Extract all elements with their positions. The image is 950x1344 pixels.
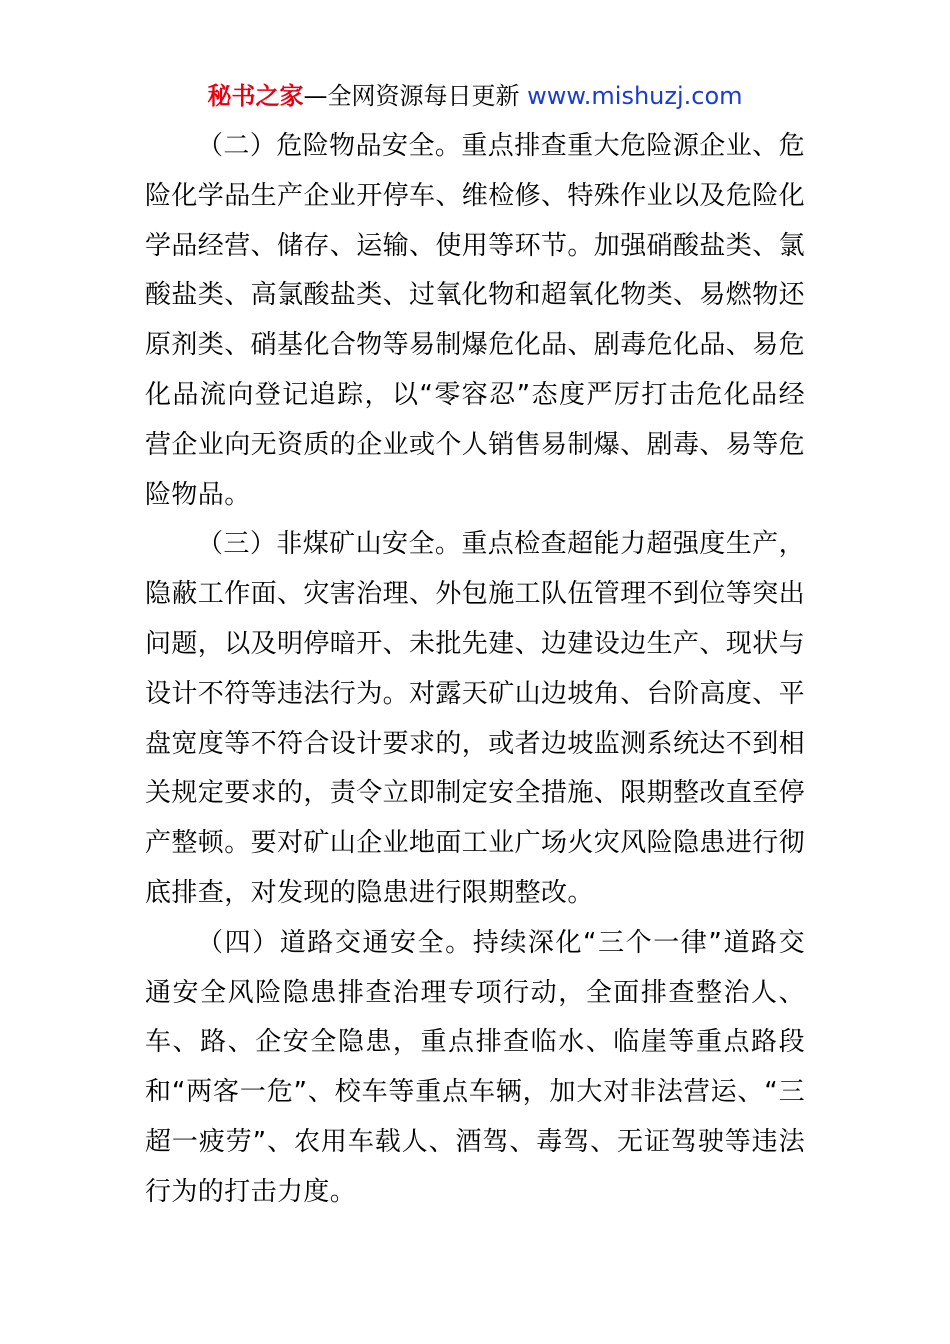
site-tagline: —全网资源每日更新 — [303, 82, 520, 110]
document-body — [145, 122, 805, 1218]
site-brand: 秘书之家 — [207, 82, 304, 110]
paragraph-non-coal-mines: （三）非煤矿山安全。重点检查超能力超强度生产，隐蔽工作面、灾害治理、外包施工队伍管理不到位等突出问题，以及明停暗开、未批先建、边建设边生产、现状与设计不符等违法行为。对露天矿山边坡角、台阶高度、平盘宽度等不符合设计要求的，或者边坡监测系统达不到相关规定要求的，责令立即制定安全措施、限期整改直至停产整顿。要对矿山企业地面工业广场火灾风险隐患进行彻底排查，对发现的隐患进行限期整改。 — [145, 529, 806, 908]
site-url-link[interactable]: www.mishuzj.com — [527, 82, 743, 110]
paragraph-hazardous-materials: （二）危险物品安全。重点排查重大危险源企业、危险化学品生产企业开停车、维检修、特殊作业以及危险化学品经营、储存、运输、使用等环节。加强硝酸盐类、氯酸盐类、高氯酸盐类、过氧化物和超氧化物类、易燃物还原剂类、硝基化合物等易制爆危化品、剧毒危化品、易危化品流向登记追踪，以“零容忍”态度严厉打击危化品经营企业向无资质的企业或个人销售易制爆、剧毒、易等危险物品。 — [145, 131, 806, 510]
paragraph-road-traffic: （四）道路交通安全。持续深化“三个一律”道路交通安全风险隐患排查治理专项行动，全面排查整治人、车、路、企安全隐患，重点排查临水、临崖等重点路段和“两客一危”、校车等重点车辆，加大对非法营运、“三超一疲劳”、农用车载人、酒驾、毒驾、无证驾驶等违法行为的打击力度。 — [145, 927, 805, 1207]
site-header — [0, 80, 950, 112]
